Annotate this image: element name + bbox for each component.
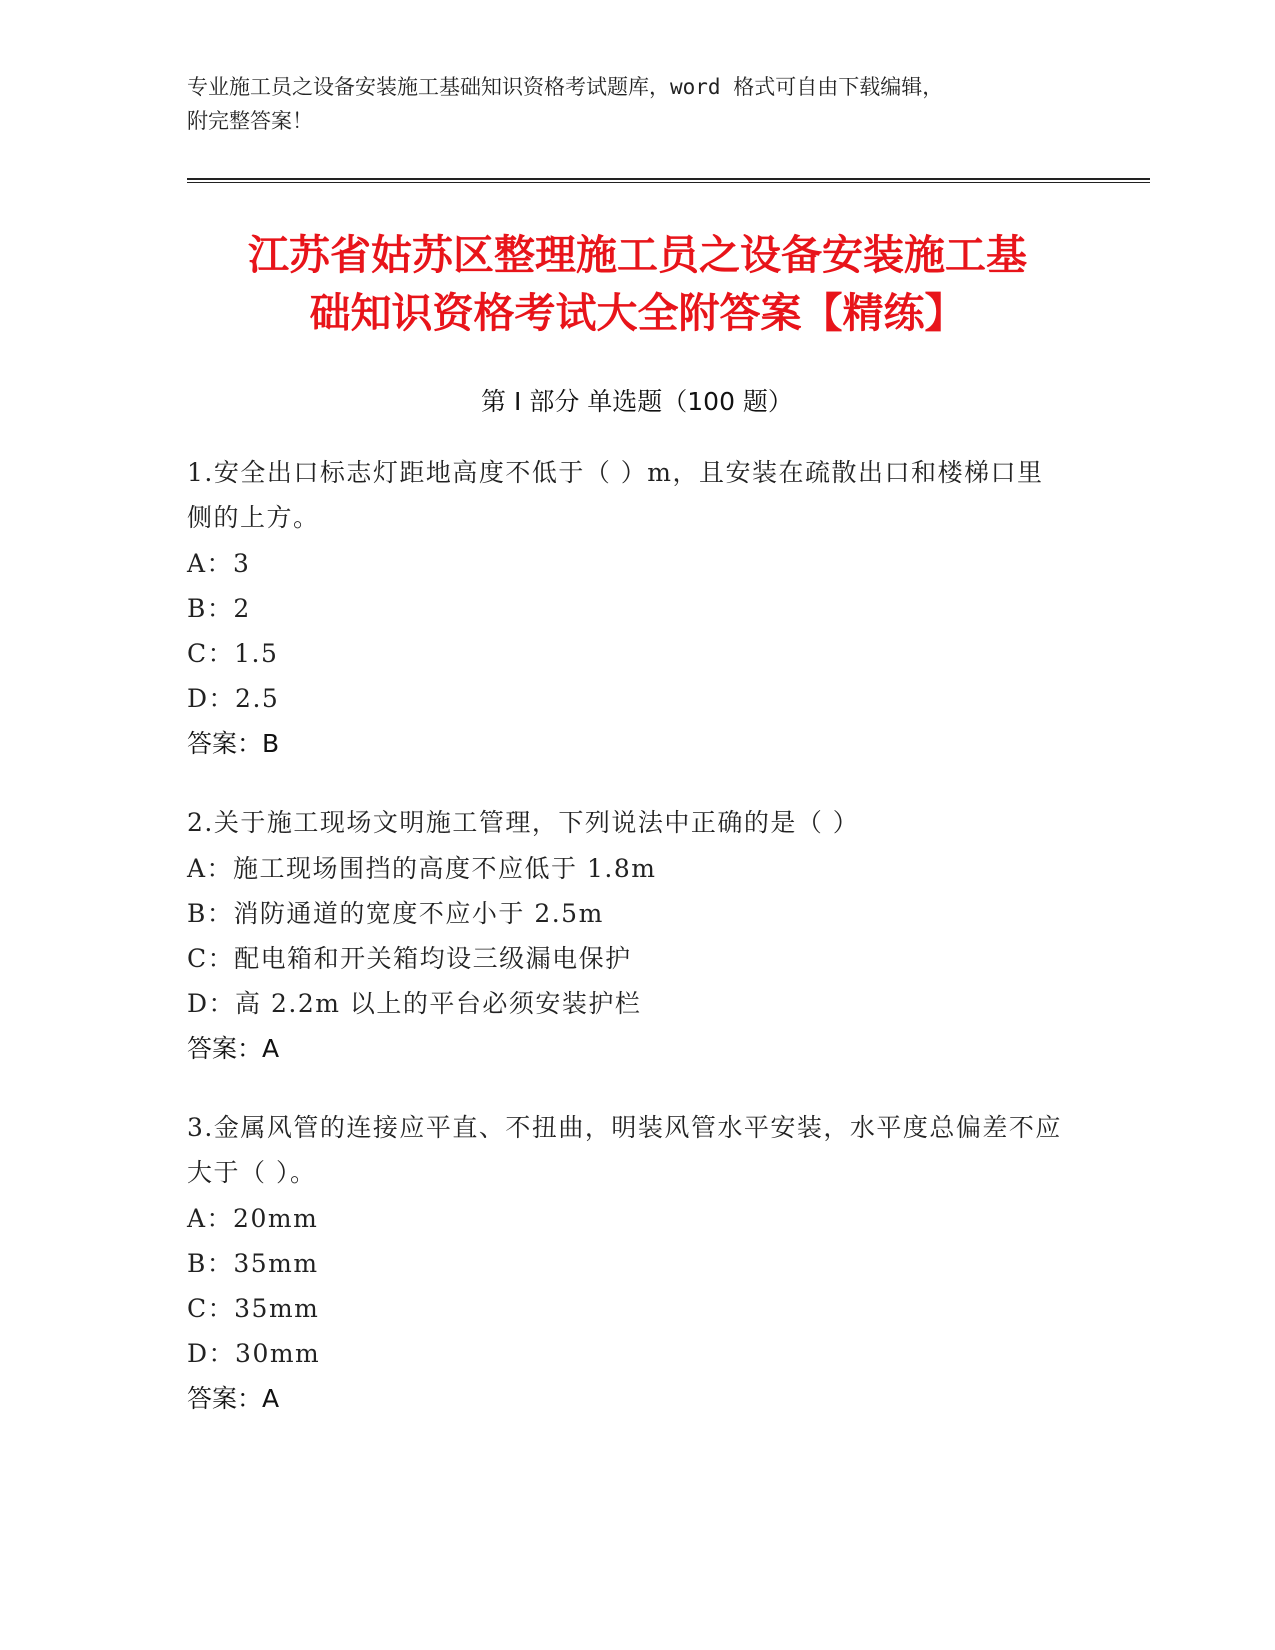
option-c: C：35mm xyxy=(187,1294,320,1323)
header-divider-thin xyxy=(187,182,1150,183)
answer: 答案：A xyxy=(187,1034,280,1063)
header-line-2: 附完整答案！ xyxy=(187,109,313,133)
header-note xyxy=(187,70,1047,138)
option-b: B：消防通道的宽度不应小于 2.5m xyxy=(187,899,604,928)
option-a: A：3 xyxy=(187,549,251,578)
section-title: 第 I 部分 单选题（100 题） xyxy=(481,387,793,416)
title-line-1: 江苏省姑苏区整理施工员之设备安装施工基 xyxy=(248,231,1027,279)
question-1 xyxy=(187,450,1067,766)
option-c: C：配电箱和开关箱均设三级漏电保护 xyxy=(187,944,632,973)
document-title xyxy=(150,226,1125,342)
question-stem: 3.金属风管的连接应平直、不扭曲，明装风管水平安装，水平度总偏差不应大于（ ）。 xyxy=(187,1113,1062,1187)
answer: 答案：B xyxy=(187,729,280,758)
question-stem: 2.关于施工现场文明施工管理，下列说法中正确的是（ ） xyxy=(187,808,860,837)
option-d: D：高 2.2m 以上的平台必须安装护栏 xyxy=(187,989,642,1018)
option-d: D：2.5 xyxy=(187,684,280,713)
header-divider-thick xyxy=(187,178,1150,180)
question-2 xyxy=(187,800,1067,1071)
option-b: B：35mm xyxy=(187,1249,319,1278)
question-3 xyxy=(187,1105,1067,1421)
option-b: B：2 xyxy=(187,594,251,623)
option-d: D：30mm xyxy=(187,1339,321,1368)
option-a: A：20mm xyxy=(187,1204,319,1233)
title-line-2: 础知识资格考试大全附答案【精练】 xyxy=(309,289,966,337)
header-line-1: 专业施工员之设备安装施工基础知识资格考试题库，word 格式可自由下载编辑， xyxy=(187,75,944,99)
option-a: A：施工现场围挡的高度不应低于 1.8m xyxy=(187,854,657,883)
question-stem: 1.安全出口标志灯距地高度不低于（ ）m，且安装在疏散出口和楼梯口里侧的上方。 xyxy=(187,458,1044,532)
answer: 答案：A xyxy=(187,1384,280,1413)
option-c: C：1.5 xyxy=(187,639,279,668)
